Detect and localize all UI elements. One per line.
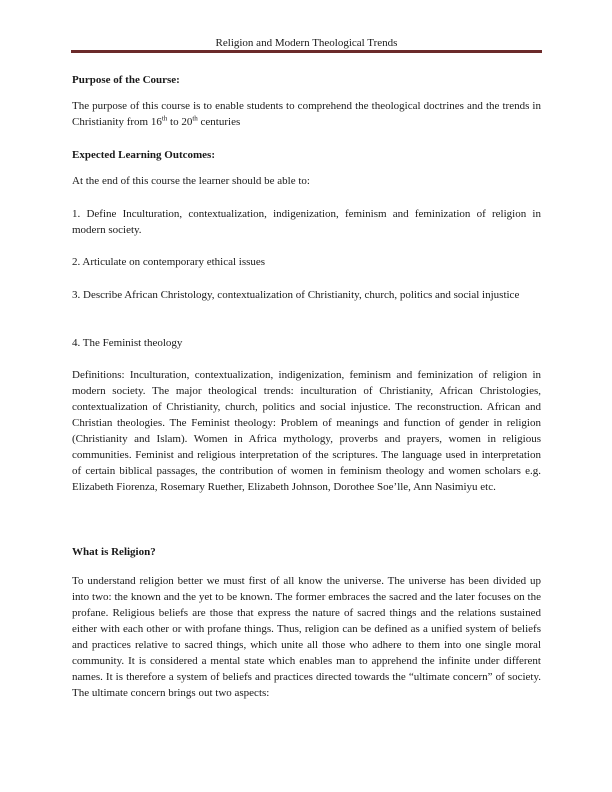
purpose-text-a: The purpose of this course is to enable students to comprehend the theological doctrines and the trends in Christianity from 16 xyxy=(72,100,541,128)
definitions-paragraph: Definitions: Inculturation, contextualization, indigenization, feminism and feminization of religion in modern society. The major theological trends: inculturation of Christianity, African Christologies, contextualization of Christianity, church, politics and social injustice. The reconstruction. African and Christian theologies. The Feminist theology: Problem of meanings and function of gender in religion (Christianity and Islam). Women in Africa mythology, proverbs and prayers, women in religious communities. Feminist and religious interpretation of the scriptures. The language used in interpretation of certain biblical passages, the contribution of women in feminism theology and women scholars e.g. Elizabeth Fiorenza, Rosemary Ruether, Elizabeth Johnson, Dorothee Soe’lle, Ann Nasimiyu etc. xyxy=(72,369,541,493)
superscript: th xyxy=(192,114,198,123)
purpose-text-b: to 20 xyxy=(167,116,193,128)
outcome-item: 1. Define Inculturation, contextualization, indigenization, feminism and feminization of religion in modern society. xyxy=(72,208,541,236)
religion-heading: What is Religion? xyxy=(72,546,156,558)
purpose-text xyxy=(72,98,541,130)
outcome-item: 2. Articulate on contemporary ethical issues xyxy=(72,256,266,268)
outcome-item: 4. The Feminist theology xyxy=(72,337,183,349)
purpose-text-c: centuries xyxy=(197,116,241,128)
outcomes-intro: At the end of this course the learner should be able to: xyxy=(72,175,310,187)
purpose-heading: Purpose of the Course: xyxy=(72,74,180,86)
header-rule xyxy=(71,50,542,53)
religion-paragraph: To understand religion better we must first of all know the universe. The universe has been divided up into two: the known and the yet to be known. The former embraces the sacred and the later focuses on the profane. Religious beliefs are those that express the nature of sacred things and the relations sustained either with each other or with profane things. Thus, religion can be defined as a unified system of beliefs and practices relative to sacred things, which unite all those who adhere to them into one single moral community. It is considered a mental state which enables man to apprehend the infinite under different names. It is therefore a system of beliefs and practices directed towards the “ultimate concern” of society. The ultimate concern brings out two aspects: xyxy=(72,575,541,699)
superscript: th xyxy=(161,114,168,123)
outcome-item: 3. Describe African Christology, contextualization of Christianity, church, politics and social injustice xyxy=(72,289,520,301)
outcomes-heading: Expected Learning Outcomes: xyxy=(72,149,215,161)
running-header: Religion and Modern Theological Trends xyxy=(215,37,398,49)
